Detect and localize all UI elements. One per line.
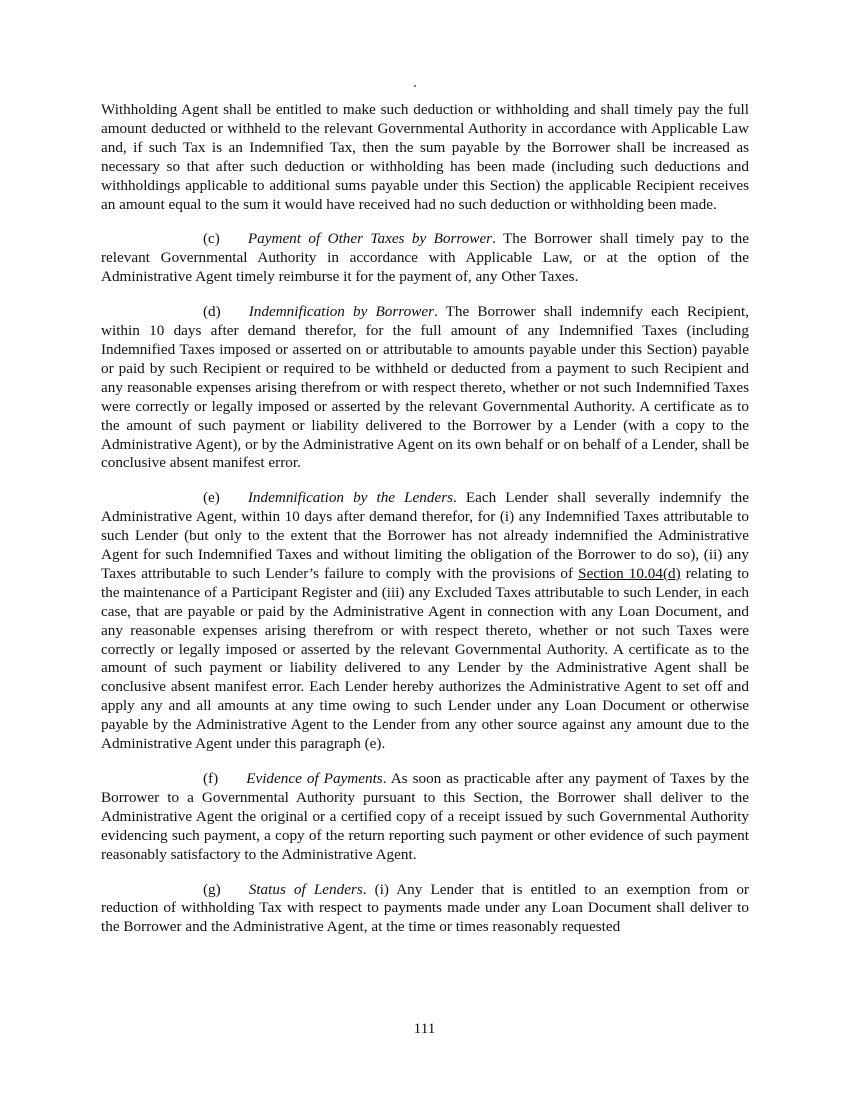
paragraph-number: (e) <box>203 489 220 507</box>
paragraph-c <box>101 230 749 287</box>
paragraph-text: . The Borrower shall indemnify each Recipient, within 10 days after demand therefor, for the full amount of any Indemnified Taxes (including Indemnified Taxes imposed or asserted on or attributable to amounts payable under this Section) payable or paid by such Recipient or required to be withheld or deducted from a payment to such Recipient and any reasonable expenses arising therefrom or with respect thereto, whether or not such Indemnified Taxes were correctly or legally imposed or asserted by the relevant Governmental Authority. A certificate as to the amount of such payment or liability delivered to the Borrower by a Lender (with a copy to the Administrative Agent), or by the Administrative Agent on its own behalf or on behalf of a Lender, shall be conclusive absent manifest error. <box>101 303 749 472</box>
paragraph-text: . Each Lender shall severally indemnify the Administrative Agent, within 10 days after demand therefor, for (i) any Indemnified Taxes attributable to such Lender (but only to the extent that the Borrower has not already indemnified the Administrative Agent for such Indemnified Taxes and without limiting the obligation of the Borrower to do so), (ii) any Taxes attributable to such Lender’s failure to comply with the provisions of <box>101 489 750 582</box>
paragraph-heading: Payment of Other Taxes by Borrower <box>247 230 493 248</box>
paragraph-e <box>101 489 749 754</box>
paragraph-heading: Status of Lenders <box>248 880 363 898</box>
paragraph-heading: Evidence of Payments <box>246 770 383 787</box>
paragraph-heading: Indemnification by the Lenders <box>247 489 454 507</box>
document-body <box>101 101 749 953</box>
paragraph-continuation <box>101 101 749 214</box>
paragraph-g <box>101 881 749 938</box>
paragraph-d <box>101 303 749 473</box>
paragraph-number: (g) <box>203 880 221 898</box>
paragraph-number: (c) <box>203 230 220 248</box>
paragraph-text: Withholding Agent shall be entitled to make such deduction or withholding and shall timely pay the full amount deducted or withheld to the relevant Governmental Authority in accordance with Applicable Law and, if such Tax is an Indemnified Tax, then the sum payable by the Borrower shall be increased as necessary so that after such deduction or withholding has been made (including such deductions and withholdings applicable to additional sums payable under this Section) the applicable Recipient receives an amount equal to the sum it would have received had no such deduction or withholding been made. <box>101 101 749 213</box>
section-cross-reference-link[interactable]: Section 10.04(d) <box>578 564 681 582</box>
paragraph-f <box>101 770 749 865</box>
paragraph-text: . The Borrower shall timely pay to the relevant Governmental Authority in accordance with Applicable Law, or at the option of the Administrative Agent timely reimburse it for the payment of, any Other Taxes. <box>101 230 749 286</box>
paragraph-text: . As soon as practicable after any payment of Taxes by the Borrower to a Governmental Authority pursuant to this Section, the Borrower shall deliver to the Administrative Agent the original or a certified copy of a receipt issued by such Governmental Authority evidencing such payment, a copy of the return reporting such payment or other evidence of such payment reasonably satisfactory to the Administrative Agent. <box>101 770 749 863</box>
paragraph-number: (d) <box>203 303 221 321</box>
scan-mark <box>414 85 416 87</box>
paragraph-number: (f) <box>203 770 219 787</box>
paragraph-text: . (i) Any Lender that is entitled to an exemption from or reduction of withholding Tax with respect to payments made under any Loan Document shall deliver to the Borrower and the Administrative Agent, at the time or times reasonably requested <box>101 880 749 936</box>
paragraph-heading: Indemnification by Borrower <box>248 303 434 321</box>
page-number: 111 <box>413 1020 436 1037</box>
paragraph-text: relating to the maintenance of a Participant Register and (iii) any Excluded Taxes attributable to such Lender, in each case, that are payable or paid by the Administrative Agent in connection with any Loan Document, and any reasonable expenses arising therefrom or with respect thereto, whether or not such Taxes were correctly or legally imposed or asserted by the relevant Governmental Authority. A certificate as to the amount of such payment or liability delivered to any Lender by the Administrative Agent shall be conclusive absent manifest error. Each Lender hereby authorizes the Administrative Agent to set off and apply any and all amounts at any time owing to such Lender under any Loan Document or otherwise payable by the Administrative Agent to the Lender from any other source against any amount due to the Administrative Agent under this paragraph (e). <box>101 564 750 753</box>
